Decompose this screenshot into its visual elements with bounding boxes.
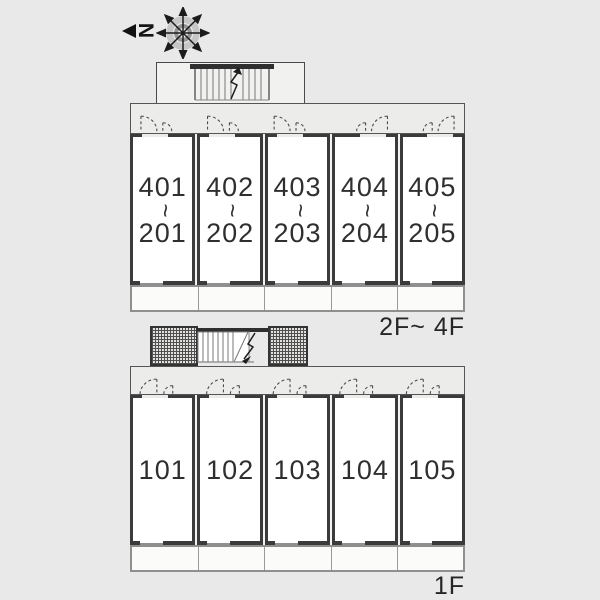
terrace-divider: [331, 547, 332, 570]
unit-number: 105: [408, 455, 457, 486]
door-opening: [209, 134, 235, 137]
compass-icon: [156, 7, 210, 59]
unit-cell-105: [400, 395, 465, 545]
unit-cell-403-203: [265, 134, 330, 285]
door-opening: [209, 395, 235, 398]
balcony-strip-upper: [130, 285, 465, 312]
unit-number: 104: [340, 455, 389, 486]
unit-cell-101: [130, 395, 195, 545]
terrace-divider: [397, 547, 398, 570]
unit-row-upper: [130, 134, 465, 285]
corridor-lower: [130, 366, 465, 395]
unit-number-bottom: 203: [273, 217, 322, 248]
balcony-divider: [397, 287, 398, 310]
terrace-divider: [198, 547, 199, 570]
unit-number-bottom: 205: [408, 217, 457, 248]
range-tilde: ~: [218, 202, 246, 218]
door-opening: [360, 134, 386, 137]
stairs-upper-icon: [157, 63, 304, 103]
unit-number-bottom: 201: [138, 217, 187, 248]
stairs-lower-icon: [196, 326, 268, 366]
door-arcs-lower-icon: [131, 367, 464, 394]
unit-cell-401-201: [130, 134, 195, 285]
unit-row-lower: [130, 395, 465, 545]
stairwell-upper: [156, 62, 305, 103]
range-tilde: ~: [353, 202, 381, 218]
unit-number-bottom: 202: [206, 217, 255, 248]
north-label: N: [134, 22, 158, 39]
terrace-divider: [264, 547, 265, 570]
balcony-divider: [331, 287, 332, 310]
floor-label-2f-4f: 2F~ 4F: [379, 313, 465, 341]
unit-cell-402-202: [197, 134, 262, 285]
unit-cell-404-204: [332, 134, 397, 285]
unit-number: 103: [273, 455, 322, 486]
range-tilde: ~: [151, 202, 179, 218]
floor-label-1f: 1F: [433, 572, 465, 600]
unit-cell-405-205: [400, 134, 465, 285]
corridor-upper: [130, 103, 465, 134]
door-opening: [412, 395, 438, 398]
door-opening: [142, 395, 168, 398]
stairwell-lower: [196, 326, 268, 366]
unit-number-top: 405: [408, 172, 457, 203]
door-opening: [277, 395, 303, 398]
balcony-divider: [264, 287, 265, 310]
range-tilde: ~: [286, 202, 314, 218]
terrace-strip-lower: [130, 545, 465, 572]
door-opening: [427, 134, 453, 137]
door-opening: [142, 134, 168, 137]
hatch-ground-right: [268, 326, 308, 366]
range-tilde: ~: [420, 202, 448, 218]
door-arcs-upper-icon: [131, 104, 464, 133]
unit-number-top: 404: [340, 172, 389, 203]
unit-number-top: 403: [273, 172, 322, 203]
hatch-ground-left: [150, 326, 198, 366]
unit-number-top: 402: [206, 172, 255, 203]
balcony-divider: [198, 287, 199, 310]
north-indicator: [122, 20, 158, 41]
unit-number-top: 401: [138, 172, 187, 203]
door-opening: [277, 134, 303, 137]
unit-number-bottom: 204: [340, 217, 389, 248]
unit-cell-104: [332, 395, 397, 545]
door-opening: [344, 395, 370, 398]
unit-number: 101: [138, 455, 187, 486]
unit-cell-102: [197, 395, 262, 545]
unit-number: 102: [206, 455, 255, 486]
unit-cell-103: [265, 395, 330, 545]
